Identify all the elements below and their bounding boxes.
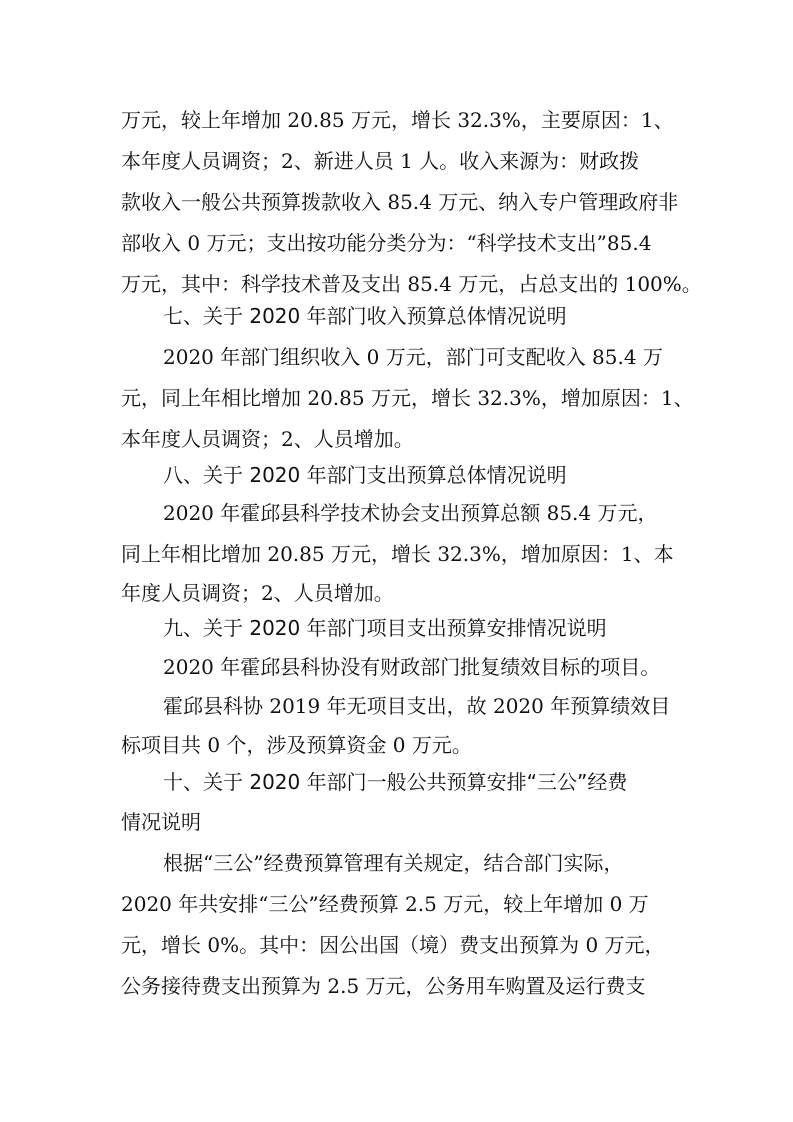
paragraph-line: 款收入一般公共预算拨款收入 85.4 万元、纳入专户管理政府非: [121, 190, 679, 214]
paragraph-line: 2020 年共安排“三公”经费预算 2.5 万元，较上年增加 0 万: [121, 892, 649, 916]
paragraph-line: 根据“三公”经费预算管理有关规定，结合部门实际，: [163, 851, 624, 875]
paragraph-line: 霍邱县科协 2019 年无项目支出，故 2020 年预算绩效目: [163, 694, 671, 718]
paragraph-line: 本年度人员调资；2、新进人员 1 人。收入来源为：财政拨: [121, 149, 640, 173]
paragraph-line: 2020 年霍邱县科学技术协会支出预算总额 85.4 万元，: [163, 501, 658, 525]
section-heading-continued: 情况说明: [121, 810, 201, 834]
paragraph-line: 元，增长 0%。其中：因公出国（境）费支出预算为 0 万元，: [121, 933, 665, 957]
paragraph-line: 万元，其中：科学技术普及支出 85.4 万元，占总支出的 100%。: [121, 272, 702, 296]
paragraph-line: 万元，较上年增加 20.85 万元，增长 32.3%，主要原因：1、: [121, 108, 674, 132]
paragraph-line: 元，同上年相比增加 20.85 万元，增长 32.3%，增加原因：1、: [121, 386, 694, 410]
section-heading: 十、关于 2020 年部门一般公共预算安排“三公”经费: [163, 770, 628, 794]
paragraph-line: 2020 年部门组织收入 0 万元，部门可支配收入 85.4 万: [163, 345, 663, 369]
paragraph-line: 同上年相比增加 20.85 万元，增长 32.3%，增加原因：1、本: [121, 542, 674, 566]
section-heading: 八、关于 2020 年部门支出预算总体情况说明: [163, 463, 567, 487]
paragraph-line: 部收入 0 万元；支出按功能分类分为：“科学技术支出”85.4: [121, 231, 652, 255]
paragraph-line: 公务接待费支出预算为 2.5 万元，公务用车购置及运行费支: [121, 974, 646, 998]
section-heading: 七、关于 2020 年部门收入预算总体情况说明: [163, 304, 567, 328]
paragraph-line: 本年度人员调资；2、人员增加。: [121, 427, 414, 451]
paragraph-line: 标项目共 0 个，涉及预算资金 0 万元。: [121, 733, 472, 757]
section-heading: 九、关于 2020 年部门项目支出预算安排情况说明: [163, 616, 607, 640]
paragraph-line: 2020 年霍邱县科协没有财政部门批复绩效目标的项目。: [163, 655, 661, 679]
paragraph-line: 年度人员调资；2、人员增加。: [121, 581, 394, 605]
